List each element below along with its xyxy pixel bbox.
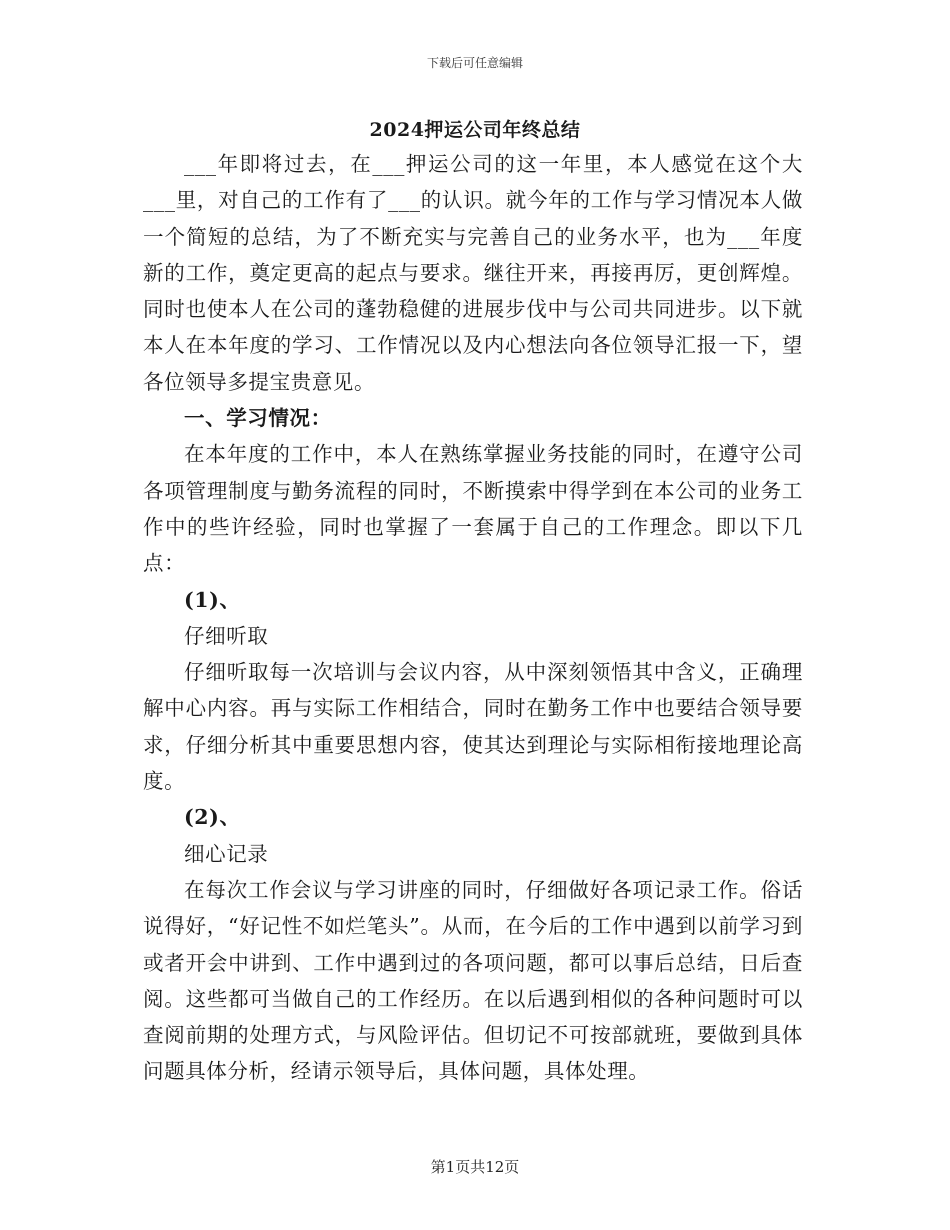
item-title-listen: 仔细听取	[184, 623, 269, 648]
paragraph-intro: ___年即将过去，在___押运公司的这一年里，本人感觉在这个大___里，对自己的工作有了___的认识。就今年的工作与学习情况本人做一个简短的总结，为了不断充实与完善自己的业务水平，也为___年度新的工作，奠定更高的起点与要求。继往开来，再接再厉，更创辉煌。同时也使本人在公司的蓬勃稳健的进展步伐中与公司共同进步。以下就本人在本年度的学习、工作情况以及内心想法向各位领导汇报一下，望各位领导多提宝贵意见。	[143, 152, 803, 394]
item-number-2: (2)、	[184, 805, 241, 830]
section-heading-study: 一、学习情况：	[184, 406, 332, 431]
paragraph-listen: 仔细听取每一次培训与会议内容，从中深刻领悟其中含义，正确理解中心内容。再与实际工作相结合，同时在勤务工作中也要结合领导要求，仔细分析其中重要思想内容，使其达到理论与实际相衔接地理论高度。	[143, 660, 803, 794]
paragraph-record: 在每次工作会议与学习讲座的同时，仔细做好各项记录工作。俗话说得好，“好记性不如烂笔头”。从而，在今后的工作中遇到以前学习到或者开会中讲到、工作中遇到过的各项问题，都可以事后总结，日后查阅。这些都可当做自己的工作经历。在以后遇到相似的各种问题时可以查阅前期的处理方式，与风险评估。但切记不可按部就班，要做到具体问题具体分析，经请示领导后，具体问题，具体处理。	[143, 877, 803, 1084]
page-footer: 第1页共12页	[430, 1158, 520, 1176]
document-body	[143, 146, 803, 1090]
item-title-record: 细心记录	[184, 841, 269, 866]
header-note: 下载后可任意编辑	[426, 56, 523, 70]
item-number-1: (1)、	[184, 587, 241, 612]
paragraph-study: 在本年度的工作中，本人在熟练掌握业务技能的同时，在遵守公司各项管理制度与勤务流程的同时，不断摸索中得学到在本公司的业务工作中的些许经验，同时也掌握了一套属于自己的工作理念。即以下几点：	[143, 442, 803, 576]
document-title: 2024押运公司年终总结	[369, 119, 581, 141]
